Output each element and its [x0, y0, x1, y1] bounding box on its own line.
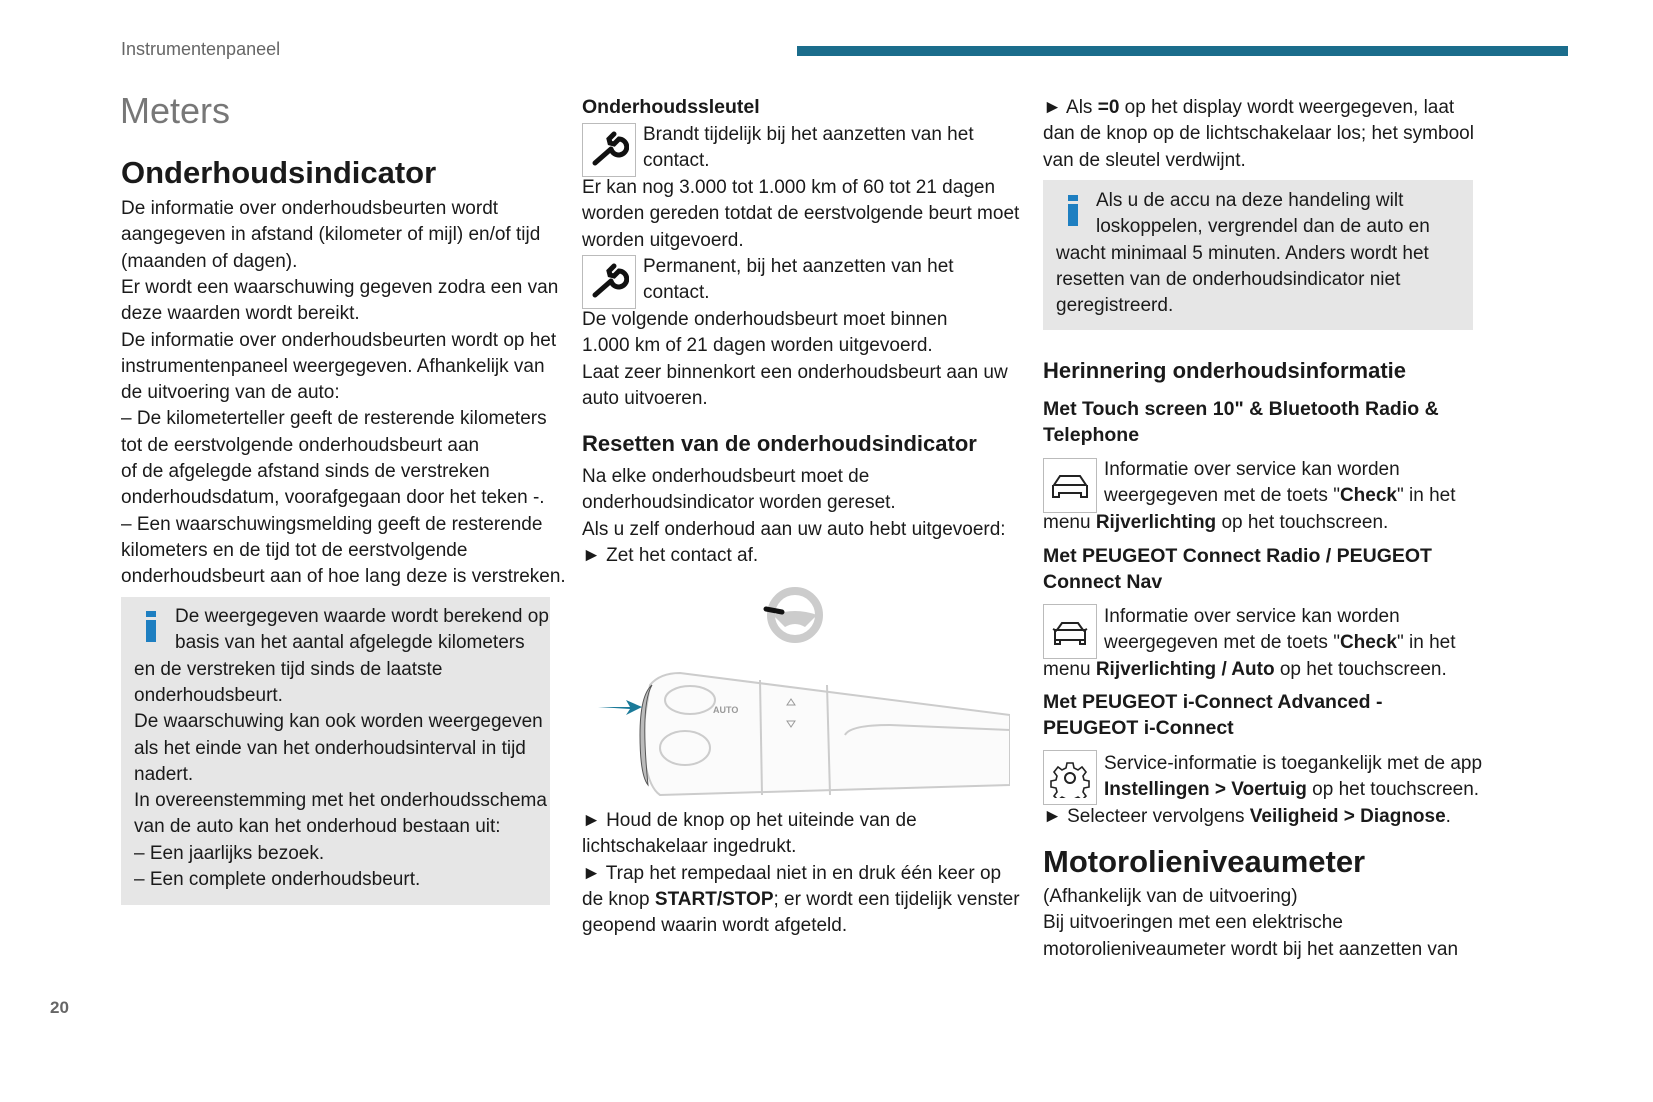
- text-line: Er wordt een waarschuwing gegeven zodra een van: [121, 276, 559, 298]
- gear-icon: [1043, 750, 1097, 805]
- text-line: Informatie over service kan worden: [1104, 606, 1400, 627]
- wrench-icon: [582, 123, 636, 177]
- text-line: contact.: [643, 282, 710, 304]
- text-line: Als u de accu na deze handeling wilt: [1096, 190, 1404, 211]
- text-segment: weergegeven met de toets ": [1104, 485, 1340, 507]
- text-line: onderhoudsdatum, voorafgegaan door het teken -.: [121, 487, 545, 509]
- bold-term: =0: [1097, 97, 1120, 118]
- text-line: De waarschuwing kan ook worden weergegeven: [134, 711, 543, 733]
- heading-onderhoudsindicator: Onderhoudsindicator: [121, 155, 437, 190]
- text-line: [1043, 510, 1388, 536]
- text-line: De informatie over onderhoudsbeurten wordt: [121, 198, 499, 219]
- text-line: [1043, 657, 1447, 683]
- light-stalk-illustration: [590, 585, 1010, 800]
- text-line: auto uitvoeren.: [582, 387, 708, 409]
- page-number: 20: [50, 998, 69, 1017]
- header-accent-bar: [797, 46, 1568, 56]
- text-line: van de auto kan het onderhoud bestaan uit:: [134, 816, 501, 838]
- text-line: resetten van de onderhoudsindicator niet: [1056, 268, 1401, 290]
- text-segment: op het touchscreen.: [1216, 511, 1389, 533]
- text-line: Connect Nav: [1043, 571, 1163, 594]
- text-line: PEUGEOT i-Connect: [1043, 717, 1234, 740]
- text-line: basis van het aantal afgelegde kilometers: [175, 632, 525, 654]
- text-segment: menu: [1043, 511, 1096, 533]
- text-segment: menu: [1043, 658, 1096, 680]
- text-line: motorolieniveaumeter wordt bij het aanzetten van: [1043, 938, 1459, 960]
- bold-term: Check: [1339, 485, 1397, 507]
- text-line: Met Touch screen 10" & Bluetooth Radio &: [1043, 398, 1439, 420]
- text-line: De weergegeven waarde wordt berekend op: [175, 606, 549, 627]
- text-segment: op het touchscreen.: [1274, 658, 1447, 680]
- text-line: wacht minimaal 5 minuten. Anders wordt het: [1056, 242, 1429, 264]
- section-title: Meters: [120, 90, 231, 131]
- bold-term: Instellingen > Voertuig: [1104, 779, 1307, 801]
- text-line: van de sleutel verdwijnt.: [1043, 149, 1246, 171]
- text-line: – Een jaarlijks bezoek.: [134, 842, 325, 864]
- heading-motorolieniveaumeter: Motorolieniveaumeter: [1043, 844, 1366, 879]
- auto-label: AUTO: [713, 705, 739, 715]
- text-segment: weergegeven met de toets ": [1104, 632, 1340, 654]
- text-line: onderhoudsindicator worden gereset.: [582, 492, 896, 514]
- text-line: kilometers en de tijd tot de eerstvolgende: [121, 539, 468, 561]
- text-line: worden gereden totdat de eerstvolgende beurt moet: [582, 203, 1020, 225]
- text-line: [582, 887, 1020, 913]
- text-line: contact.: [643, 150, 710, 172]
- text-line: – Een waarschuwingsmelding geeft de resterende: [121, 513, 543, 535]
- text-line: nadert.: [134, 763, 194, 785]
- wrench-icon: [582, 255, 636, 309]
- text-line: aangegeven in afstand (kilometer of mijl) en/of tijd: [121, 224, 541, 246]
- heading-resetten: Resetten van de onderhoudsindicator: [582, 431, 977, 456]
- text-line: [1043, 804, 1451, 830]
- text-line: De informatie over onderhoudsbeurten wordt op het: [121, 329, 557, 351]
- arrow-icon: [598, 700, 642, 715]
- text-line: Als u zelf onderhoud aan uw auto hebt uitgevoerd:: [582, 518, 1006, 540]
- text-line: Bij uitvoeringen met een elektrische: [1043, 912, 1343, 934]
- text-line: In overeenstemming met het onderhoudsschema: [134, 790, 547, 812]
- text-segment: de knop: [582, 888, 655, 910]
- text-line: dan de knop op de lichtschakelaar los; het symbool: [1043, 123, 1474, 145]
- text-line: – De kilometerteller geeft de resterende kilometers: [121, 408, 547, 430]
- text-line: geopend waarin wordt afgeteld.: [582, 915, 848, 937]
- text-line: – Een complete onderhoudsbeurt.: [134, 869, 421, 890]
- text-line: loskoppelen, vergrendel dan de auto en: [1096, 216, 1430, 238]
- text-line: worden uitgevoerd.: [582, 229, 744, 251]
- text-line: geregistreerd.: [1056, 295, 1174, 317]
- text-segment: .: [1445, 805, 1451, 827]
- text-line: Brandt tijdelijk bij het aanzetten van het: [643, 124, 974, 145]
- text-line: Service-informatie is toegankelijk met de app: [1104, 753, 1483, 774]
- text-line: en de verstreken tijd sinds de laatste: [134, 658, 443, 680]
- text-line: Telephone: [1043, 424, 1140, 447]
- text-line: (Afhankelijk van de uitvoering): [1043, 886, 1298, 907]
- text-line: de uitvoering van de auto:: [121, 382, 340, 404]
- text-line: ► Zet het contact af.: [582, 544, 759, 566]
- text-line: ► Houd de knop op het uiteinde van de: [582, 810, 917, 831]
- text-line: deze waarden wordt bereikt.: [121, 303, 360, 325]
- text-line: lichtschakelaar ingedrukt.: [582, 836, 797, 858]
- heading-onderhoudssleutel: Onderhoudssleutel: [582, 96, 760, 118]
- text-line: of de afgelegde afstand sinds de verstreken: [121, 461, 490, 482]
- running-header: Instrumentenpaneel: [121, 39, 281, 59]
- text-line: (maanden of dagen).: [121, 250, 298, 272]
- text-segment: ; er wordt een tijdelijk venster: [773, 888, 1020, 910]
- text-line: Met PEUGEOT i-Connect Advanced -: [1043, 691, 1383, 713]
- text-line: De volgende onderhoudsbeurt moet binnen: [582, 309, 948, 330]
- car-icon: [1043, 458, 1097, 513]
- info-icon: [1068, 204, 1078, 226]
- bold-term: Veiligheid > Diagnose: [1249, 805, 1446, 827]
- text-line: Informatie over service kan worden: [1104, 459, 1400, 480]
- text-line: onderhoudsbeurt.: [134, 684, 283, 706]
- text-segment: op het display wordt weergegeven, laat: [1119, 97, 1455, 118]
- text-line: Laat zeer binnenkort een onderhoudsbeurt aan uw: [582, 361, 1008, 383]
- info-icon: [146, 620, 156, 642]
- text-line: onderhoudsbeurt aan of hoe lang deze is verstreken.: [121, 566, 566, 588]
- text-segment: " in het: [1396, 485, 1456, 507]
- text-line: ► Trap het rempedaal niet in en druk één keer op: [582, 862, 1002, 884]
- bold-term: Check: [1339, 632, 1397, 654]
- text-line: Permanent, bij het aanzetten van het: [643, 256, 954, 277]
- text-line: als het einde van het onderhoudsinterval in tijd: [134, 737, 526, 759]
- text-line: [1104, 483, 1456, 509]
- text-line: [1043, 95, 1454, 121]
- text-line: Met PEUGEOT Connect Radio / PEUGEOT: [1043, 545, 1432, 567]
- steering-wheel-icon: [766, 591, 819, 639]
- bold-term: START/STOP: [654, 888, 774, 910]
- text-line: [1104, 630, 1456, 656]
- text-segment: op het touchscreen.: [1306, 779, 1480, 801]
- bold-term: Rijverlichting: [1095, 511, 1217, 533]
- text-line: [1104, 777, 1479, 803]
- text-line: tot de eerstvolgende onderhoudsbeurt aan: [121, 434, 480, 456]
- text-segment: ► Selecteer vervolgens: [1043, 805, 1250, 827]
- car-front-icon: [1043, 604, 1097, 659]
- bold-term: Rijverlichting / Auto: [1095, 658, 1275, 680]
- text-line: 1.000 km of 21 dagen worden uitgevoerd.: [582, 335, 933, 357]
- heading-herinnering: Herinnering onderhoudsinformatie: [1043, 358, 1407, 383]
- text-line: Na elke onderhoudsbeurt moet de: [582, 466, 870, 487]
- text-line: instrumentenpaneel weergegeven. Afhankelijk van: [121, 355, 545, 377]
- text-line: Er kan nog 3.000 tot 1.000 km of 60 tot 21 dagen: [582, 177, 996, 198]
- text-segment: ► Als: [1043, 97, 1098, 118]
- text-segment: " in het: [1396, 632, 1456, 654]
